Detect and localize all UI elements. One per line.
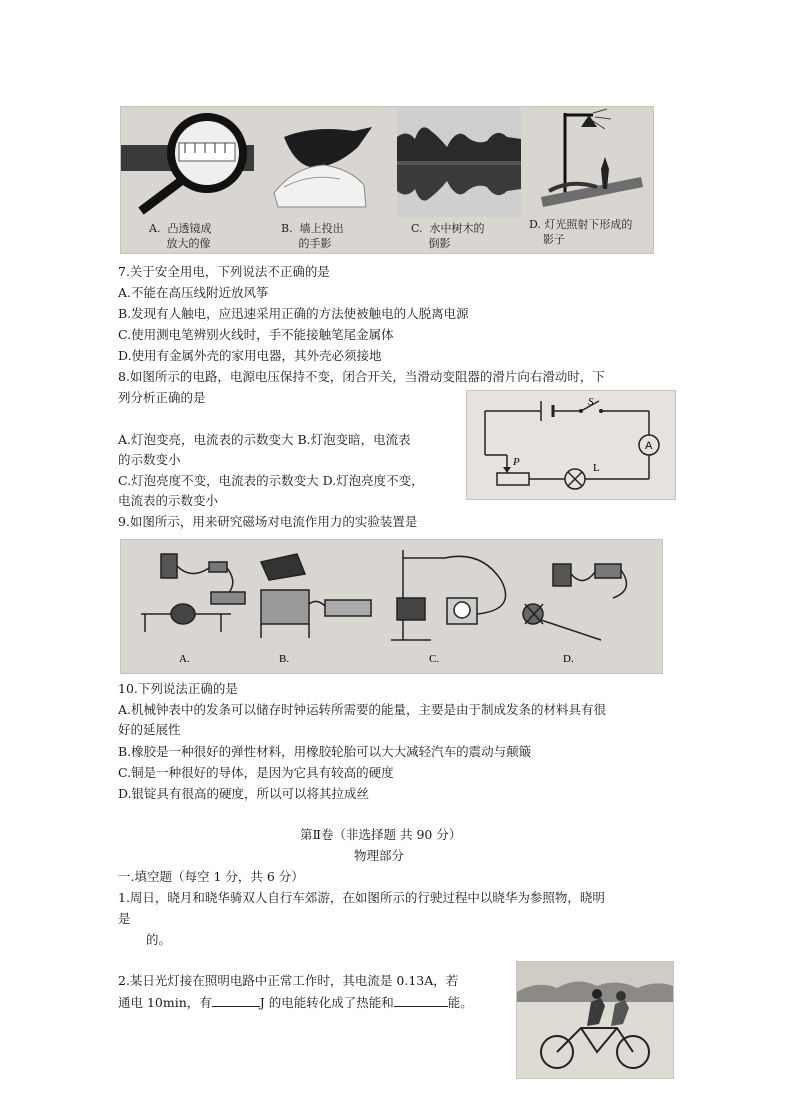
bicycle-photo [516,961,674,1079]
ammeter-label: A [645,440,653,452]
caption-b-line1: 墙上投出 [299,222,344,235]
caption-b-line2: 的手影 [298,237,332,250]
q7-option-a: A.不能在高压线附近放风筝 [118,285,269,300]
q7-option-d: D.使用有金属外壳的家用电器，其外壳必须接地 [118,348,382,363]
caption-a-line2: 放大的像 [166,237,211,250]
q8-option-line2: 的示数变小 [118,452,181,467]
q10-stem: 10.下列说法正确的是 [118,681,238,696]
q8-option-line4: 电流表的示数变小 [118,493,219,508]
q8-circuit-diagram [466,390,676,500]
lamp-label: L [593,462,600,474]
q9-label-c: C. [429,653,440,665]
q10-line-2: 好的延展性 [118,722,181,737]
q9-label-b: B. [279,653,290,665]
f1-line1: 1.周日，晓月和晓华骑双人自行车郊游，在如图所示的行驶过程中以晓华为参照物，晓明 [118,890,605,905]
q7-stem: 7.关于安全用电，下列说法不正确的是 [118,264,330,279]
q7-option-b: B.发现有人触电，应迅速采用正确的方法使被触电的人脱离电源 [118,306,469,321]
q7-option-c: C.使用测电笔辨别火线时，手不能接触笔尾金属体 [118,327,394,342]
energy-blank[interactable] [212,1006,260,1007]
caption-c-letter: C. [411,222,423,235]
caption-c [411,221,485,251]
f1-line3: 的。 [146,932,172,947]
bicycle-image [517,962,673,1078]
section-subtitle: 物理部分 [354,848,405,863]
f2-line2-c: 能。 [447,995,473,1010]
q10-line-1: A.机械钟表中的发条可以储存时钟运转所需要的能量，主要是由于制成发条的材料具有很 [118,702,607,717]
energy-type-blank[interactable] [394,1006,448,1007]
f2-line2-a: 通电 10min，有 [118,995,212,1010]
caption-c-line1: 水中树木的 [429,222,485,235]
caption-d-line1: 灯光照射下形成的 [544,218,633,231]
caption-c-line2: 倒影 [428,237,451,250]
q10-line-3: B.橡胶是一种很好的弹性材料，用橡胶轮胎可以大大减轻汽车的震动与颠簸 [118,744,532,759]
q9-stem: 9.如图所示，用来研究磁场对电流作用力的实验装置是 [118,514,418,529]
part-heading: 一.填空题（每空 1 分，共 6 分） [118,869,304,884]
q8-option-line1: A.灯泡变亮，电流表的示数变大 B.灯泡变暗，电流表 [118,432,411,447]
q9-label-d: D. [563,653,574,665]
q8-stem-line1: 8.如图所示的电路，电源电压保持不变，闭合开关，当滑动变阻器的滑片向右滑动时，下 [118,369,605,384]
f1-line2: 是 [118,911,131,926]
circuit-svg [467,391,675,499]
caption-b-letter: B. [281,222,293,235]
q10-line-5: D.银锭具有很高的硬度，所以可以将其拉成丝 [118,786,370,801]
f2-line1: 2.某日光灯接在照明电路中正常工作时，其电流是 0.13A，若 [118,973,459,988]
caption-d-line2: 影子 [543,233,565,246]
rheostat-icon [497,473,529,485]
f2-line2 [118,993,473,1013]
caption-d-letter: D. [529,218,541,231]
q8-stem-line2: 列分析正确的是 [118,390,206,405]
q9-label-a: A. [179,653,190,665]
f2-line2-b: J 的电能转化成了热能和 [259,995,394,1010]
reflection-image [397,107,521,217]
caption-a-letter: A. [149,222,161,235]
magnifier-image [121,107,254,217]
hand-shadow-image [254,107,387,217]
q10-line-4: C.铜是一种很好的导体，是因为它具有较高的硬度 [118,765,394,780]
section-title: 第Ⅱ卷（非选择题 共 90 分） [300,827,462,842]
q8-option-line3: C.灯泡亮度不变，电流表的示数变大 D.灯泡亮度不变， [118,473,424,488]
q9-figure [120,539,663,674]
caption-a-line1: 凸透镜成 [167,222,212,235]
caption-b [281,221,344,251]
q6-figure [120,106,654,254]
caption-a [149,221,211,251]
caption-d [529,217,632,247]
q9-apparatus-image [121,540,662,673]
rheostat-label: P [513,456,520,468]
lamp-shadow-image [531,107,653,217]
switch-label: S [588,396,594,408]
